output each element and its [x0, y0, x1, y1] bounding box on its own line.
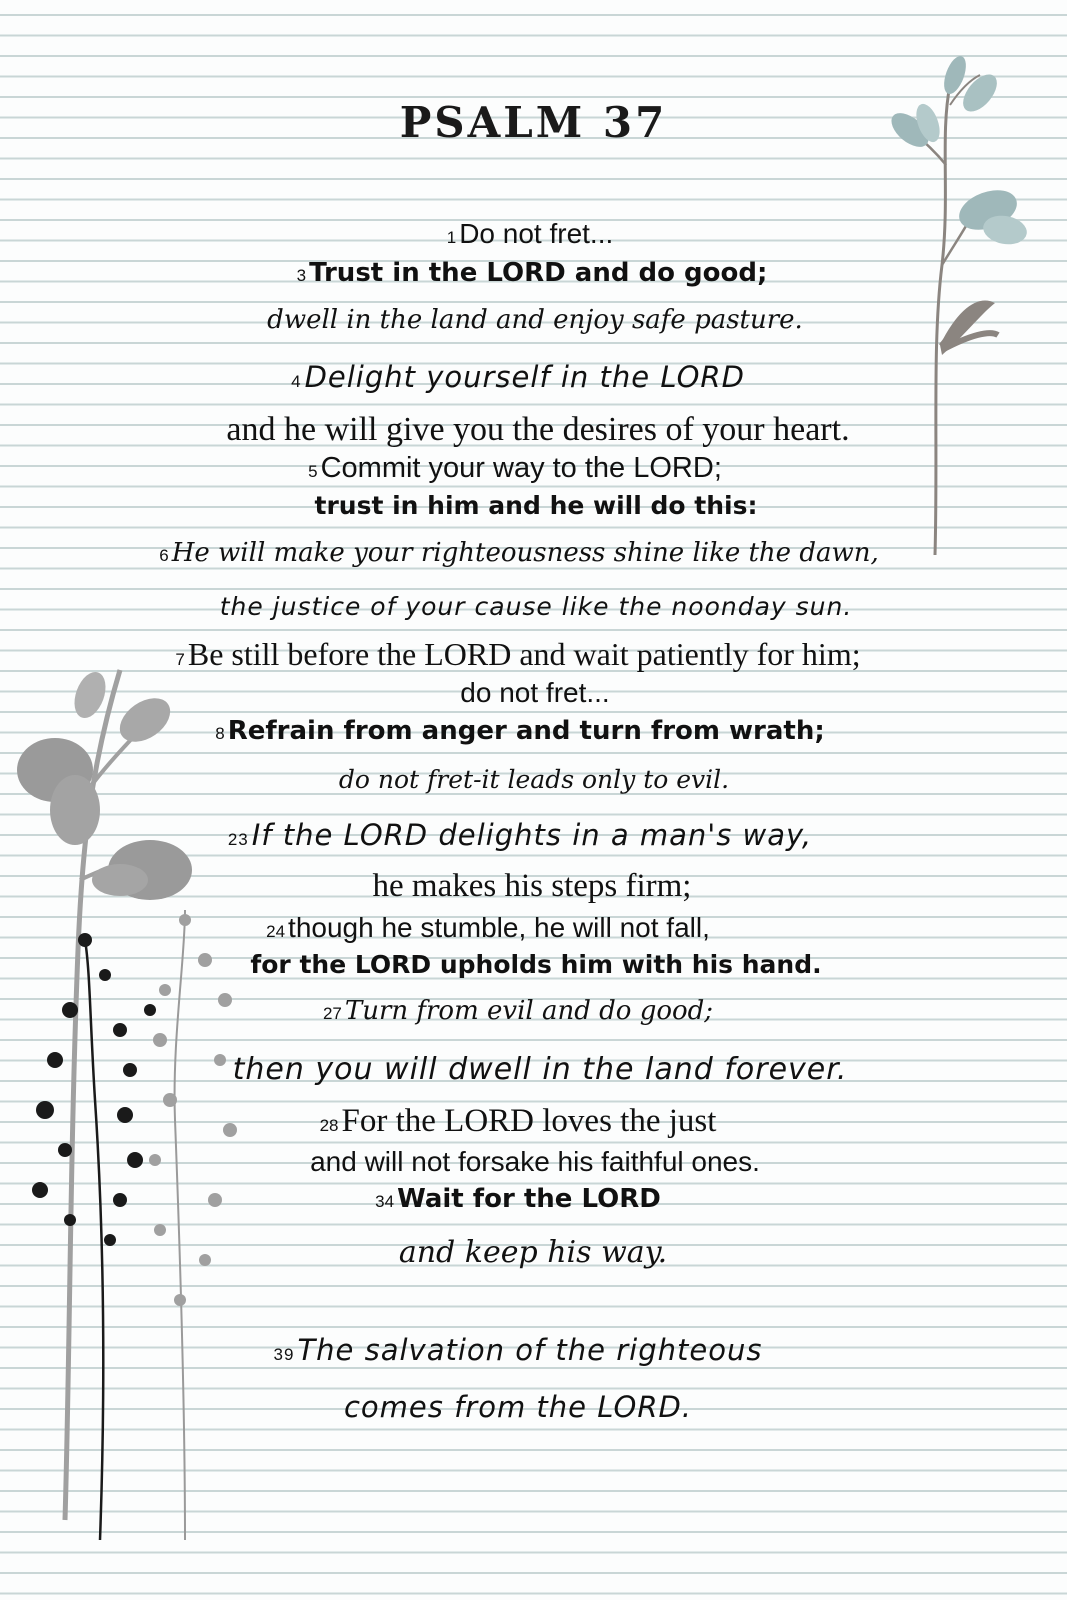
verse-text: Trust in the LORD and do good; [309, 258, 768, 288]
verse-text: If the LORD delights in a man's way, [251, 818, 813, 852]
verse-text: he makes his steps firm; [372, 868, 692, 904]
black-and-gray-flower-sprigs-icon [10, 900, 260, 1550]
verse-text: trust in him and he will do this: [314, 491, 758, 520]
verse-text: Delight yourself in the LORD [304, 360, 745, 394]
verse-27-cont [233, 1052, 848, 1087]
verse-34-cont [399, 1235, 667, 1270]
verse-number: 7 [175, 650, 185, 669]
verse-23-cont [373, 868, 692, 905]
verse-5 [308, 452, 722, 485]
verse-text: Commit your way to the LORD; [320, 452, 722, 484]
verse-text: then you will dwell in the land forever. [232, 1052, 848, 1087]
verse-number: 34 [375, 1192, 395, 1211]
verse-number: 3 [296, 266, 307, 285]
verse-text: He will make your righteousness shine like the dawn, [171, 538, 879, 568]
verse-number: 27 [322, 1004, 342, 1023]
verse-text: comes from the LORD. [343, 1390, 693, 1424]
verse-7-cont [460, 677, 609, 709]
verse-24 [266, 912, 710, 944]
verse-text: and will not forsake his faithful ones. [310, 1146, 760, 1177]
verse-text: do not fret... [460, 677, 610, 708]
verse-27 [323, 996, 713, 1026]
verse-text: the justice of your cause like the noonday sun. [219, 592, 853, 621]
verse-34 [375, 1184, 661, 1214]
verse-text: and keep his way. [398, 1235, 668, 1270]
verse-number: 1 [446, 228, 457, 247]
verse-number: 23 [227, 830, 249, 849]
verse-6-cont [220, 592, 853, 621]
verse-3 [297, 258, 768, 288]
verse-text: Wait for the LORD [397, 1184, 661, 1214]
verse-text: Refrain from anger and turn from wrath; [227, 716, 825, 746]
verse-text: Turn from evil and do good; [344, 996, 714, 1026]
verse-number: 8 [215, 724, 225, 743]
verse-23 [228, 818, 812, 852]
verse-7 [175, 636, 860, 673]
verse-3-cont [267, 305, 803, 335]
verse-6 [159, 538, 878, 568]
verse-text: The salvation of the righteous [297, 1333, 763, 1367]
verse-number: 5 [308, 462, 318, 481]
verse-28 [320, 1103, 717, 1140]
verse-number: 6 [159, 546, 169, 565]
verse-8 [215, 716, 825, 746]
verse-text: do not fret-it leads only to evil. [338, 765, 730, 794]
verse-text: though he stumble, he will not fall, [288, 912, 710, 943]
verse-4-cont [226, 411, 849, 449]
verse-1 [447, 218, 614, 250]
verse-text: For the LORD loves the just [341, 1103, 717, 1139]
verse-text: dwell in the land and enjoy safe pasture. [267, 305, 803, 335]
verse-39 [274, 1333, 763, 1367]
verse-text: and he will give you the desires of your heart. [226, 411, 850, 448]
verse-5-cont [314, 491, 757, 520]
verse-8-cont [339, 765, 729, 794]
verse-24-cont [250, 950, 821, 979]
verse-number: 24 [266, 922, 286, 941]
verse-39-cont [344, 1390, 692, 1424]
verse-number: 4 [291, 372, 302, 391]
verse-text: for the LORD upholds him with his hand. [250, 950, 822, 979]
gray-leaf-stem-icon [10, 650, 200, 1530]
verse-28-cont [310, 1146, 760, 1178]
verse-text: Be still before the LORD and wait patiently for him; [187, 636, 861, 672]
verse-number: 39 [273, 1345, 295, 1364]
verse-number: 28 [319, 1116, 339, 1135]
page-title: PSALM 37 [399, 98, 668, 147]
verse-4 [291, 360, 745, 394]
verse-text: Do not fret... [459, 218, 614, 249]
